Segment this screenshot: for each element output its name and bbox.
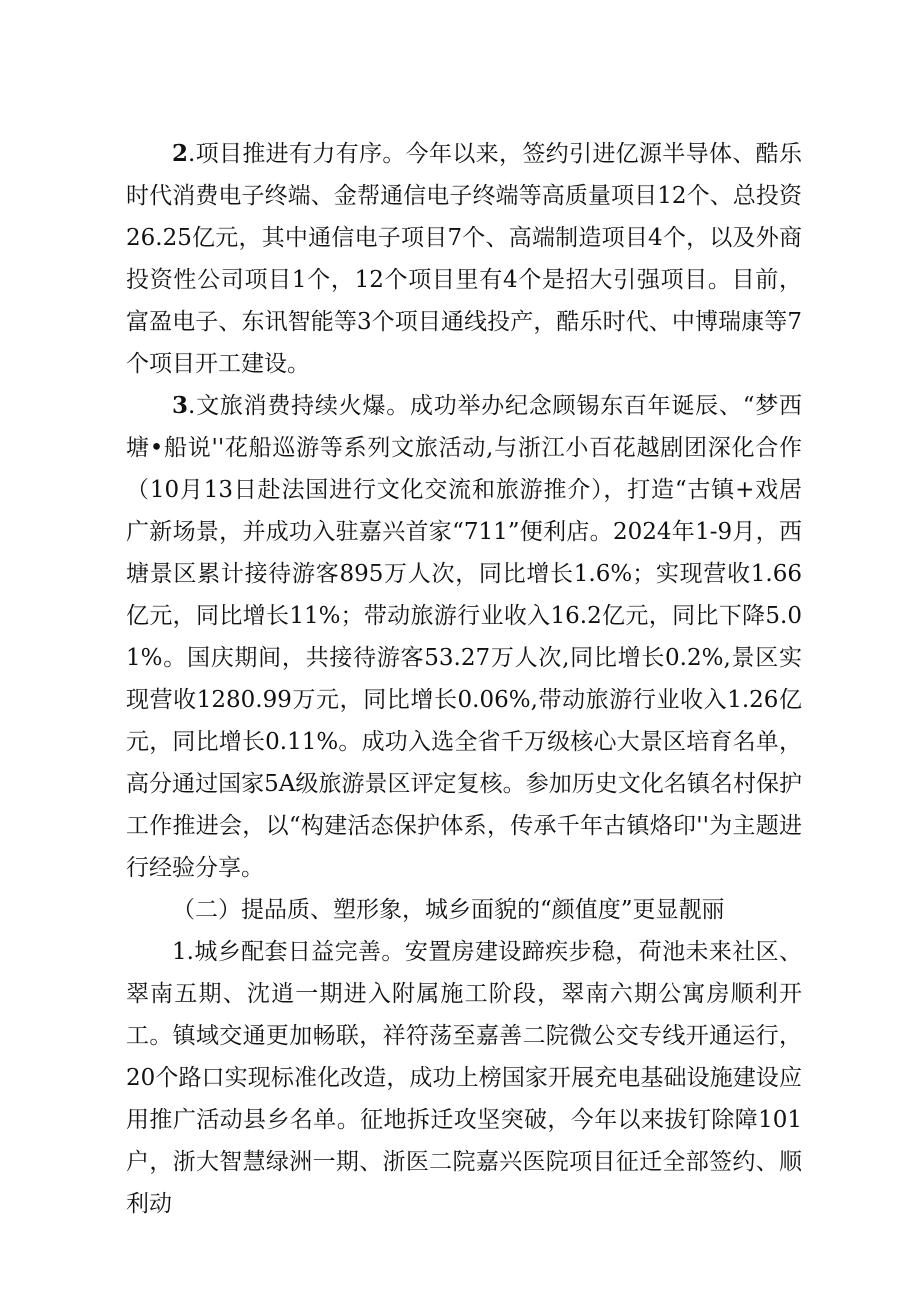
paragraph-number: 2: [172, 140, 189, 167]
paragraph-text: .文旅消费持续火爆。成功举办纪念顾锡东百年诞辰、“梦西塘•船说''花船巡游等系列文旅活动,与浙江小百花越剧团深化合作（10月13日赴法国进行文化交流和旅游推介），打造“古镇+戏居广新场景，并成功入驻嘉兴首家“711”便利店。2024年1-9月，西塘景区累计接待游客895万人次，同比增长1.6%；实现营收1.66亿元，同比增长11%；带动旅游行业收入16.2亿元，同比下降5.01%。国庆期间，共接待游客53.27万人次,同比增长0.2%,景区实现营收1280.99万元，同比增长0.06%,带动旅游行业收入1.26亿元，同比增长0.11%。成功入选全省千万级核心大景区培育名单，高分通过国家5A级旅游景区评定复核。参加历史文化名镇名村保护工作推进会，以“构建活态保护体系，传承千年古镇烙印''为主题进行经验分享。: [126, 393, 802, 881]
paragraph-project-progress: [126, 133, 802, 385]
paragraph-number: 1: [172, 939, 187, 965]
document-body: [126, 133, 802, 1225]
paragraph-text: .项目推进有力有序。今年以来，签约引进亿源半导体、酷乐时代消费电子终端、金帮通信电子终端等高质量项目12个、总投资26.25亿元，其中通信电子项目7个、高端制造项目4个，以及外商投资性公司项目1个，12个项目里有4个是招大引强项目。目前，富盈电子、东讯智能等3个项目通线投产，酷乐时代、中博瑞康等7个项目开工建设。: [126, 141, 802, 377]
paragraph-urban-rural: [126, 931, 802, 1225]
paragraph-text: .城乡配套日益完善。安置房建设蹄疾步稳，荷池未来社区、翠南五期、沈逍一期进入附属施工阶段，翠南六期公寓房顺利开工。镇域交通更加畅联，祥符荡至嘉善二院微公交专线开通运行，20个路口实现标准化改造，成功上榜国家开展充电基础设施建设应用推广活动县乡名单。征地拆迁攻坚突破，今年以来拔钉除障101户，浙大智慧绿洲一期、浙医二院嘉兴医院项目征迁全部签约、顺利动: [126, 939, 802, 1217]
section-heading: （二）提品质、塑形象，城乡面貌的“颜值度”更显靓丽: [172, 897, 725, 923]
paragraph-number: 3: [172, 392, 189, 419]
paragraph-culture-tourism: [126, 385, 802, 889]
